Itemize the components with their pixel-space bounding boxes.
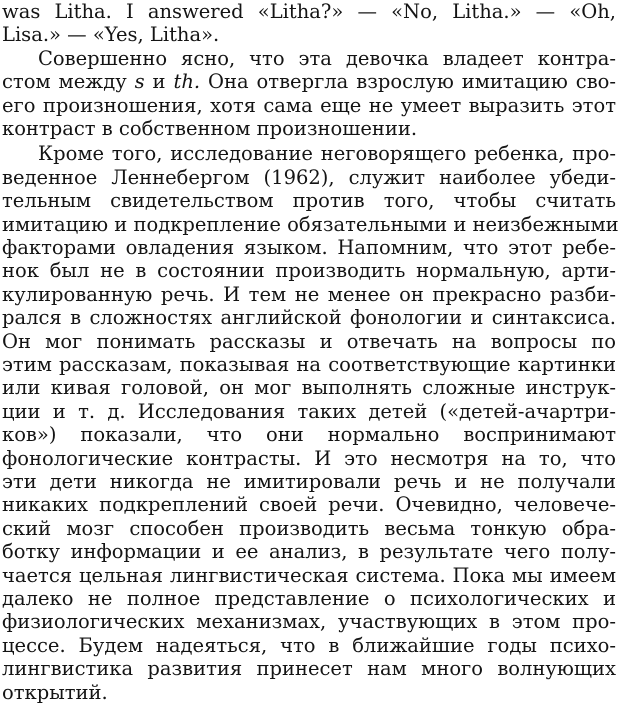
text-segment: и (144, 70, 174, 94)
text-segment: Lisa.» — «Yes, Litha». (2, 23, 220, 47)
text-segment: лингвистика развития принесет нам много волнующих (2, 657, 616, 681)
text-segment: цессе. Будем надеяться, что в ближайшие годы психо- (2, 633, 616, 657)
text-segment: нок был не в состоянии производить нормальную, арти- (2, 259, 616, 283)
text-line (2, 306, 616, 329)
text-segment: фонологические контрасты. И это несмотря на то, что (2, 446, 616, 470)
text-line (2, 423, 616, 446)
text-line (2, 330, 616, 353)
text-segment: его произношения, хотя сама еще не умеет выразить этот (2, 93, 616, 117)
text-line (2, 212, 619, 236)
text-line (2, 189, 616, 212)
text-segment: кулированную речь. И тем не менее он прекрасно разби- (2, 282, 616, 306)
text-segment: ботку информации и ее анализ, в результате чего полу- (2, 540, 616, 564)
text-line (2, 0, 616, 23)
text-segment: эти дети никогда не имитировали речь и не получали (2, 470, 616, 493)
text-line (2, 447, 616, 470)
text-line (2, 681, 616, 704)
text-segment: открытий. (2, 680, 108, 704)
text-segment: was Litha. I answered «Litha?» — «No, Litha.» — «Oh, (2, 0, 616, 23)
text-line (2, 283, 616, 306)
text-line (2, 94, 616, 117)
text-segment: ский мозг способен производить весьма тонкую обра- (2, 516, 616, 540)
text-line (2, 634, 616, 657)
text-segment: рался в сложностях английской фонологии и синтаксиса. (2, 306, 616, 330)
text-line (2, 540, 616, 563)
text-segment: стом между (2, 70, 135, 94)
text-line (2, 610, 616, 633)
text-segment: Он мог понимать рассказы и отвечать на вопросы по (2, 329, 616, 353)
text-line (2, 236, 616, 259)
text-line (2, 166, 616, 189)
text-line (38, 47, 616, 70)
text-line (2, 564, 616, 587)
text-line (2, 376, 616, 399)
text-line (2, 23, 616, 46)
text-line (2, 657, 616, 680)
text-segment: этим рассказам, показывая на соответствующие картинки (2, 353, 616, 376)
text-line (2, 400, 616, 423)
text-segment: или кивая головой, он мог выполнять сложные инструк- (2, 376, 616, 400)
text-segment: далеко не полное представление о психологических и (2, 587, 616, 610)
text-segment: веденное Леннебергом (1962), служит наиболее убеди- (2, 165, 616, 189)
text-segment-italic: s (134, 70, 145, 94)
text-line (2, 493, 616, 516)
text-line (2, 353, 616, 376)
text-line (2, 587, 616, 610)
text-segment: никаких подкреплений своей речи. Очевидно, человече- (2, 493, 616, 517)
text-segment: чается цельная лингвистическая система. Пока мы имеем (2, 563, 616, 587)
text-segment: Она отвергла взрослую имитацию сво- (200, 70, 616, 94)
text-line (2, 117, 616, 140)
text-segment: физиологических механизмах, участвующих в этом про- (2, 610, 616, 634)
text-segment: Кроме того, исследование неговорящего ребенка, про- (38, 142, 616, 166)
text-segment: факторами овладения языком. Напомним, что этот ребе- (2, 236, 616, 259)
text-segment: ков») показали, что они нормально воспринимают (2, 423, 616, 447)
text-segment: ции и т. д. Исследования таких детей («детей-ачартри- (2, 399, 616, 423)
text-line (2, 517, 616, 540)
text-segment: имитацию и подкрепление обязательными и неизбежными (2, 212, 619, 236)
text-line (38, 142, 616, 165)
text-segment: контраст в собственном произношении. (2, 117, 418, 140)
text-segment-italic: th. (173, 70, 201, 94)
text-line (2, 70, 616, 93)
text-line (2, 259, 616, 282)
text-line (2, 470, 616, 493)
text-segment: тельным свидетельством против того, чтобы считать (2, 189, 616, 213)
text-segment: Совершенно ясно, что эта девочка владеет контра- (38, 46, 616, 70)
